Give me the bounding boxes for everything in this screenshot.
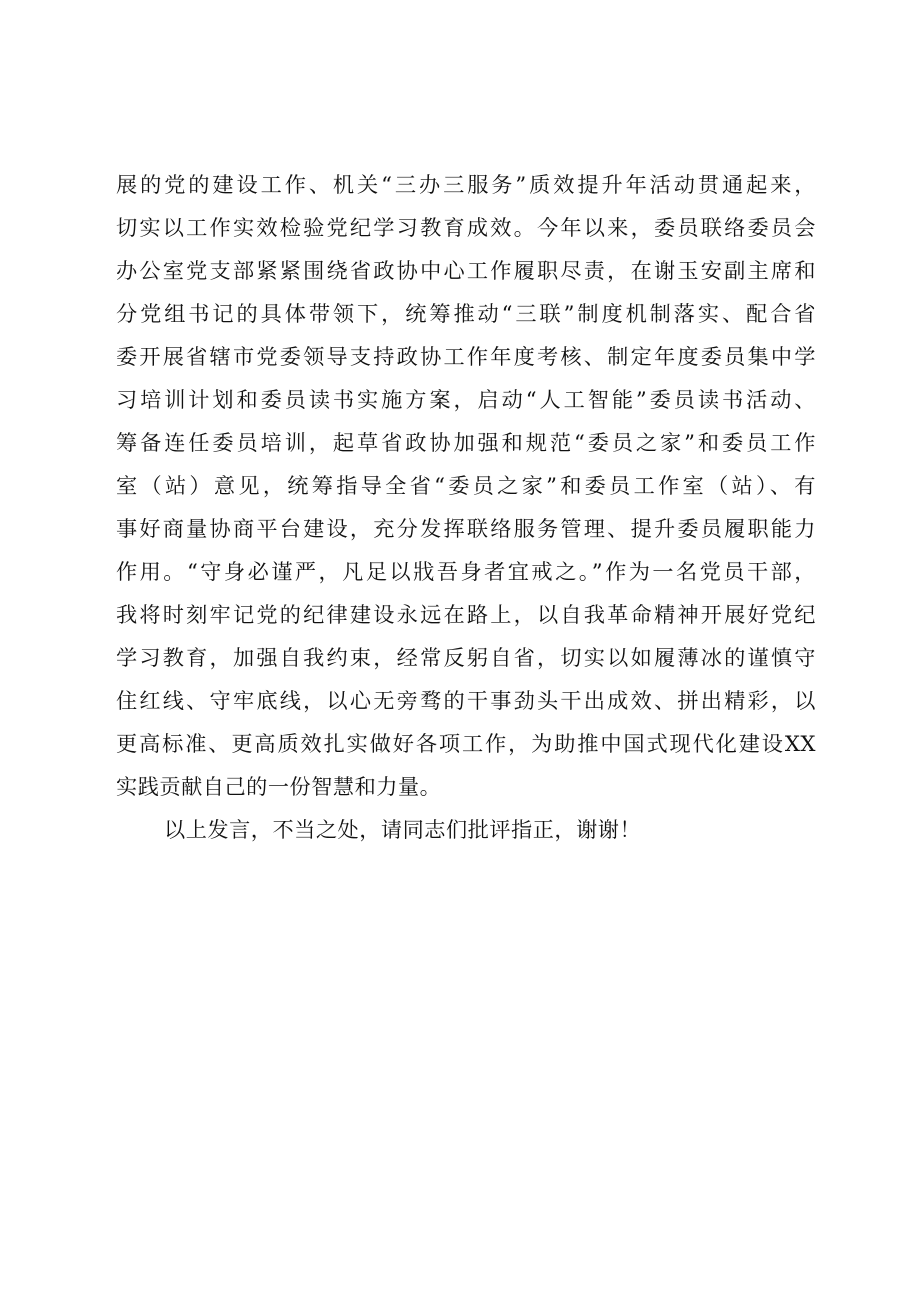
paragraph-line: 筹备连任委员培训，起草省政协加强和规范“委员之家”和委员工作	[116, 430, 816, 455]
document-body	[116, 163, 816, 851]
paragraph-line: 事好商量协商平台建设，充分发挥联络服务管理、提升委员履职能力	[116, 516, 816, 541]
paragraph-line: 委开展省辖市党委领导支持政协工作年度考核、制定年度委员集中学	[116, 344, 816, 369]
paragraph-line-last: 实践贡献自己的一份智慧和力量。	[116, 774, 442, 799]
paragraph-line: 学习教育，加强自我约束，经常反躬自省，切实以如履薄冰的谨慎守	[116, 645, 816, 670]
closing-remark: 以上发言，不当之处，请同志们批评指正，谢谢！	[164, 817, 642, 842]
paragraph-line: 习培训计划和委员读书实施方案，启动“人工智能”委员读书活动、	[116, 387, 816, 412]
paragraph-line: 作用。“守身必谨严，凡足以戕吾身者宜戒之。”作为一名党员干部，	[116, 559, 816, 584]
paragraph-line: 分党组书记的具体带领下，统筹推动“三联”制度机制落实、配合省	[116, 301, 816, 326]
paragraph-line: 更高标准、更高质效扎实做好各项工作，为助推中国式现代化建设XX	[116, 731, 816, 756]
paragraph-line: 室（站）意见，统筹指导全省“委员之家”和委员工作室（站）、有	[116, 473, 816, 498]
paragraph-line: 展的党的建设工作、机关“三办三服务”质效提升年活动贯通起来，	[116, 172, 816, 197]
paragraph-line: 我将时刻牢记党的纪律建设永远在路上，以自我革命精神开展好党纪	[116, 602, 816, 627]
paragraph-line: 住红线、守牢底线，以心无旁骛的干事劲头干出成效、拼出精彩，以	[116, 688, 816, 713]
paragraph-line: 办公室党支部紧紧围绕省政协中心工作履职尽责，在谢玉安副主席和	[116, 258, 816, 283]
paragraph-line: 切实以工作实效检验党纪学习教育成效。今年以来，委员联络委员会	[116, 215, 816, 240]
